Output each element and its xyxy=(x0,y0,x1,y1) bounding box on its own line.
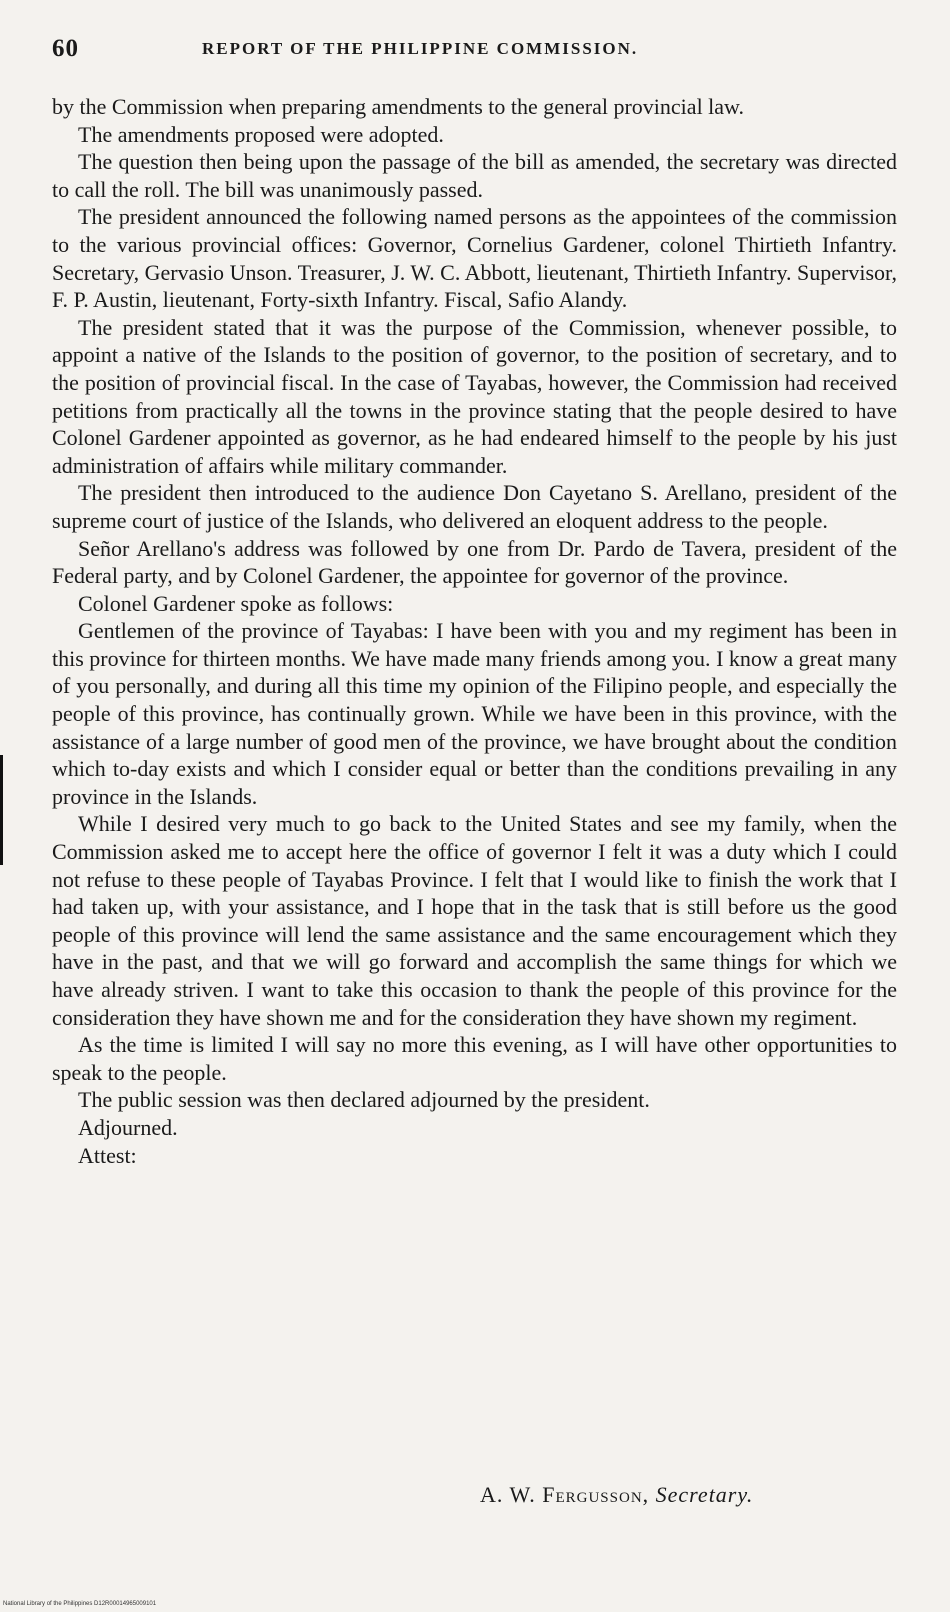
running-head: REPORT OF THE PHILIPPINE COMMISSION. xyxy=(202,39,639,58)
scan-credit: National Library of the Philippines D12R00014965009101 xyxy=(3,1601,157,1607)
margin-rule xyxy=(0,755,3,865)
speech-paragraph: While I desired very much to go back to the United States and see my family, when the Commission asked me to accept here the office of governor I felt it was a duty which I could not refuse to these people of Tayabas Province. I felt that I would like to finish the work that I had taken up, with your assistance, and I hope that in the task that is still before us the good people of this province will lend the same assistance and the same encouragement which they have in the past, and that we will go forward and accomplish the same things for which we have already striven. I want to take this occasion to thank the people of this province for the consideration they have shown me and for the consideration they have shown my regiment. xyxy=(52,811,897,1030)
paragraph-continuation: by the Commission when preparing amendments to the general provincial law. xyxy=(52,94,745,119)
paragraph: Colonel Gardener spoke as follows: xyxy=(78,590,394,616)
paragraph: The president stated that it was the purpose of the Commission, whenever possible, to appoint a native of the Islands to the position of governor, to the position of secretary, and to the position of provincial fiscal. In the case of Tayabas, however, the Commission had received petitions from practically all the towns in the province stating that the people desired to have Colonel Gardener appointed as governor, as he had endeared himself to the people by his just administration of affairs while military commander. xyxy=(52,314,897,478)
paragraph: The public session was then declared adjourned by the president. xyxy=(78,1087,650,1113)
paragraph: Adjourned. xyxy=(78,1114,178,1140)
paragraph: The amendments proposed were adopted. xyxy=(78,121,444,147)
paragraph: The president then introduced to the audience Don Cayetano S. Arellano, president of the supreme court of justice of the Islands, who delivered an eloquent address to the people. xyxy=(52,480,897,533)
signature-title: Secretary. xyxy=(655,1482,754,1507)
body-text xyxy=(52,93,897,1169)
paragraph: Attest: xyxy=(78,1142,137,1168)
signature-name: A. W. Fergusson, xyxy=(480,1482,650,1507)
paragraph: The president announced the following named persons as the appointees of the commission to the various provincial offices: Governor, Cornelius Gardener, colonel Thirtieth Infantry. Secretary, Gervasio Unson. Treasurer, J. W. C. Abbott, lieutenant, Thirtieth Infantry. Supervisor, F. P. Austin, lieutenant, Forty-sixth Infantry. Fiscal, Safio Alandy. xyxy=(52,204,897,313)
page-number: 60 xyxy=(52,35,79,62)
speech-paragraph: Gentlemen of the province of Tayabas: I have been with you and my regiment has been in this province for thirteen months. We have made many friends among you. I know a great many of you personally, and during all this time my opinion of the Filipino people, and especially the people of this province, has continually grown. While we have been in this province, with the assistance of a large number of good men of the province, we have brought about the condition which to-day exists and which I consider equal or better than the conditions prevailing in any province in the Islands. xyxy=(52,618,897,809)
speech-paragraph: As the time is limited I will say no more this evening, as I will have other opportunities to speak to the people. xyxy=(52,1032,897,1085)
page-header xyxy=(52,35,890,69)
signature-block xyxy=(480,1482,753,1508)
paragraph: The question then being upon the passage of the bill as amended, the secretary was directed to call the roll. The bill was unanimously passed. xyxy=(52,149,897,202)
paragraph: Señor Arellano's address was followed by one from Dr. Pardo de Tavera, president of the Federal party, and by Colonel Gardener, the appointee for governor of the province. xyxy=(52,535,897,589)
